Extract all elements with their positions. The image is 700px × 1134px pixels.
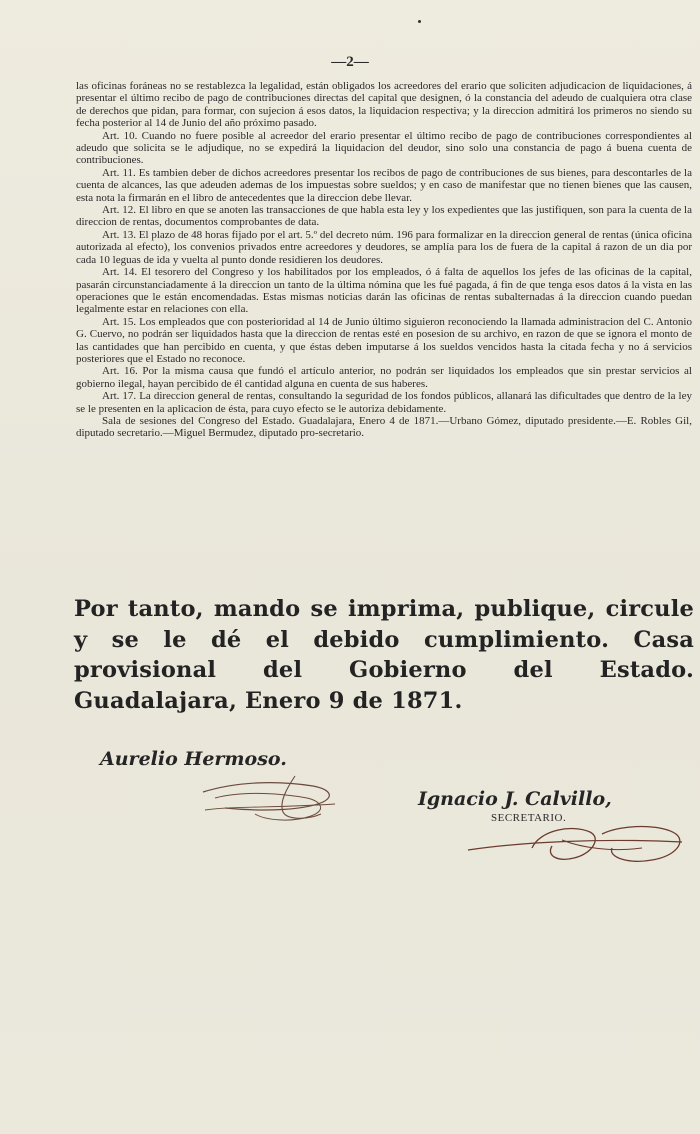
decree-body xyxy=(76,80,692,440)
article-17: Art. 17. La direccion general de rentas, consultando la seguridad de los fondos públicos, allanará las dificultades que dentro de la ley se le presenten en la aplicacion de ésta, para cuyo efecto se le autoriza debidamente. xyxy=(76,390,692,415)
secretary-signature-flourish xyxy=(462,818,690,870)
secretary-title: SECRETARIO. xyxy=(491,812,567,824)
article-11: Art. 11. Es tambien deber de dichos acreedores presentar los recibos de pago de contribuciones de sus bienes, para descontarles de la cuenta de alcances, las que adeuden ademas de los impuestas sobre sueldos; y en caso de manifestar que no tienen bienes que las causen, esta nota la firmarán en el libro de antecedentes que la direccion debe llevar. xyxy=(76,166,692,204)
article-14: Art. 14. El tesorero del Congreso y los habilitados por los empleados, ó á falta de aquellos los jefes de las oficinas de la capital, pasarán circunstanciadamente á la direccion un tanto de la última nómina que les fué pagada, á fin de que tenga esos datos á la vista en las operaciones que le están encomendadas. Estas mismas noticias darán las oficinas de rentas subalternadas á la direccion cuando puedan legalmente estar en relaciones con ella. xyxy=(76,266,692,316)
secretary-signature-name: Ignacio J. Calvillo, xyxy=(418,788,612,810)
governor-signature-name: Aurelio Hermoso. xyxy=(100,748,287,770)
governor-signature-flourish xyxy=(195,768,345,828)
article-10: Art. 10. Cuando no fuere posible al acreedor del erario presentar el último recibo de pago de contribuciones correspondientes al adeudo que solicita se le adjudique, no se expedirá la liquidacion del deudor, sino solo una constancia de pago á buena cuenta de contribuciones. xyxy=(76,129,692,167)
ink-speck xyxy=(418,20,421,23)
article-13: Art. 13. El plazo de 48 horas fijado por el art. 5.º del decreto núm. 196 para formalizar en la direccion general de rentas (única oficina autorizada al efecto), los convenios privados entre acreedores y deudores, se amplía para los de fuera de la capital á razon de un dia por cada 10 leguas de ida y vuelta al punto donde residieren los deudores. xyxy=(76,228,692,266)
paragraph-intro: las oficinas foráneas no se restablezca la legalidad, están obligados los acreedores del erario que soliciten adjudicacion de liquidaciones, á presentar el último recibo de pago de contribuciones directas del capital que designen, ó la constancia del adeudo de cualquiera otra clase de derechos que pidan, para formar, con sujecion á esos datos, la liquidacion respectiva; y la direccion admitirá los primeros no siendo su fecha posterior al 14 de Junio del año próximo pasado. xyxy=(76,80,692,130)
page-number: —2— xyxy=(331,54,369,70)
article-16: Art. 16. Por la misma causa que fundó el artículo anterior, no podrán ser liquidados los empleados que sin prestar servicios al gobierno ilegal, hayan percibido de él cantidad alguna en cuenta de sus haberes. xyxy=(76,365,692,390)
article-12: Art. 12. El libro en que se anoten las transacciones de que habla esta ley y los expedientes que las justifiquen, son para la cuenta de la direccion de rentas, documentos comprobantes de data. xyxy=(76,204,692,229)
article-15: Art. 15. Los empleados que con posterioridad al 14 de Junio último siguieron reconociendo la llamada administracion del C. Antonio G. Cuervo, no podrán ser liquidados hasta que la direccion de rentas esté en posesion de su archivo, en razon de que se ignora el monto de las cantidades que han percibido en cuenta, y que éstas deben imputarse á los sueldos vencidos hasta la citada fecha y no á servicios posteriores que el Estado no reconoce. xyxy=(76,315,692,365)
session-record: Sala de sesiones del Congreso del Estado. Guadalajara, Enero 4 de 1871.—Urbano Gómez, diputado presidente.—E. Robles Gil, diputado secretario.—Miguel Bermudez, diputado pro-secretario. xyxy=(76,414,692,440)
proclamation: Por tanto, mando se imprima, publique, circule y se le dé el debido cumplimiento. Casa provisional del Gobierno del Estado. Guadalajara, Enero 9 de 1871. xyxy=(74,596,694,714)
